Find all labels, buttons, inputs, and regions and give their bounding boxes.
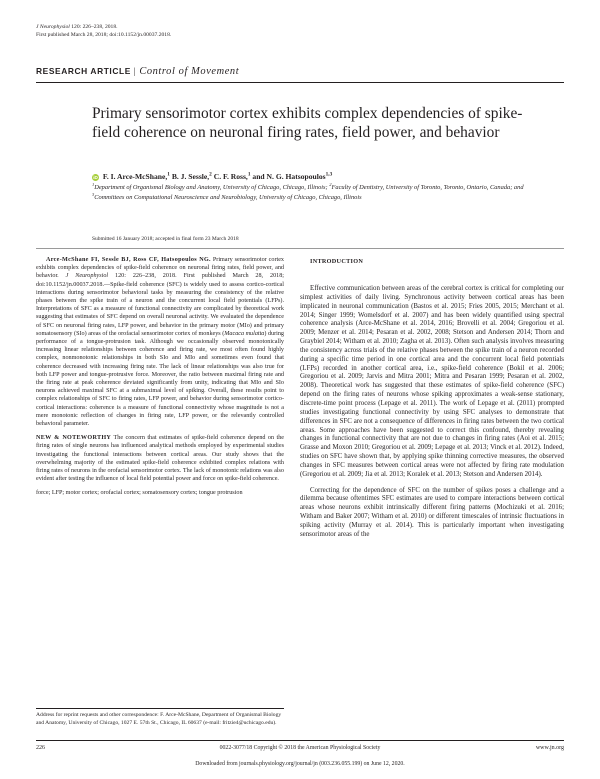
header-rule bbox=[36, 82, 564, 83]
author: B. J. Sessle,$^2$ bbox=[171, 171, 212, 181]
species-name: Macaca mulatta bbox=[224, 330, 265, 337]
new-noteworthy-heading: NEW & NOTEWORTHY bbox=[36, 435, 112, 442]
footer-rule bbox=[36, 740, 564, 741]
journal-abbrev: J Neurophysiol bbox=[65, 273, 109, 280]
journal-header bbox=[36, 24, 171, 39]
article-subject: Control of Movement bbox=[139, 66, 240, 77]
abstract: Arce-McShane FI, Sessle BJ, Ross CF, Hatsopoulos NG. Primary sensorimotor cortex exhibits complex dependencies of spike-field coherence on neuronal firing rates, field power, and behavior. J Neurophysiol 120: 226–238, 2018. First published March 28, 2018; doi:10.1152/jn.00037.2018.—Spike-field coherence (SFC) is widely used to assess cortico-cortical interactions during sensorimotor behavioral tasks by measuring the consistency of the relative phases between the spike train of a neuron and the concurrent local field potentials (LFPs). Interpretations of SFC as a measure of functional connectivity are complicated by theoretical work suggesting that estimates of SFC depend on overall neuronal activity. We evaluated the dependence of SFC on neuronal firing rates, LFP power, and behavior in the primary motor (MIo) and primary somatosensory (SIo) areas of the orofacial sensorimotor cortex of monkeys (Macaca mulatta) during performance of a tongue-protrusion task. Although we occasionally observed monotonically increasing linear relationships between coherence and firing rate, we most often found highly complex, nonmonotonic relationships in both SIo and MIo and sometimes even found that coherence decreased with increasing firing rate. The lack of linear relationships was also true for both LFP power and tongue-protrusive force. Moreover, the ratio between maximal firing rate and the firing rate at peak coherence deviated significantly from unity, indicating that MIo and SIo neurons achieved maximal SFC at a submaximal level of spiking. Overall, these results point to complex relationships of SFC to firing rates, LFP power, and behavior during sensorimotor cortico-cortical interactions: coherence is a measure of functional connectivity whose magnitude is not a mere monotonic reflection of changes in firing rate, LFP power, or the relevantly controlled behavioral parameter. bbox=[36, 257, 285, 428]
abstract-citation-authors: Arce-McShane FI, Sessle BJ, Ross CF, Hatsopoulos NG. bbox=[46, 257, 211, 263]
journal-name: J Neurophysiol bbox=[36, 24, 70, 30]
article-type: RESEARCH ARTICLE bbox=[36, 66, 131, 76]
page-number: 226 bbox=[36, 745, 45, 751]
footnote-rule bbox=[36, 708, 284, 709]
journal-citation-line bbox=[36, 24, 171, 32]
affiliation: Faculty of Dentistry, University of Toronto, Toronto, Ontario, Canada; and bbox=[331, 184, 524, 191]
paper-title: Primary sensorimotor cortex exhibits complex dependencies of spike-field coherence on neuronal firing rates, field power, and behavior bbox=[92, 105, 523, 141]
new-noteworthy: NEW & NOTEWORTHY The concern that estimates of spike-field coherence depend on the firing rates of single neurons has influenced analytical methods employed by experimental studies investigating the functional interactions between cortical areas. Our study shows that the overwhelming majority of the estimated spike-field coherence exhibited complex relations with firing rates of neurons in the orofacial sensorimotor cortex. The lack of monotonic relations was also evident after testing the influence of local field potential power and force on spike-field coherence. bbox=[36, 435, 284, 483]
orcid-icon[interactable]: iD bbox=[93, 174, 98, 180]
affiliation: Committees on Computational Neuroscience and Neurobiology, University of Chicago, Chicago, Illinois bbox=[94, 193, 362, 201]
section-label bbox=[36, 66, 239, 77]
download-notice: Downloaded from journals.physiology.org/journal/jn (003.236.055.199) on June 12, 2020. bbox=[195, 761, 405, 767]
introduction-heading: INTRODUCTION bbox=[310, 258, 364, 265]
keywords: force; LFP; motor cortex; orofacial cortex; somatosensory cortex; tongue protrusion bbox=[36, 490, 243, 497]
author: and N. G. Hatsopoulos$^{1,3}$ bbox=[252, 171, 333, 181]
affiliations: $^1$Department of Organismal Biology and Anatomy, University of Chicago, Chicago, Illinois; $^2$Faculty of Dentistry, University of Toronto, Toronto, Ontario, Canada; and $^3$Committees on Computational Neuroscience and Neurobiology, University of Chicago, Chicago, Illinois bbox=[92, 181, 524, 201]
correspondence-note: Address for reprint requests and other correspondence: F. Arce-McShane, Department of Organismal Biology and Anatomy, University of Chicago, 1027 E. 57th St., Chicago, IL 60637 (e-mail: fritzie4@uchicago.edu). bbox=[36, 712, 282, 726]
footer-copyright: 0022-3077/18 Copyright © 2018 the American Physiological Society bbox=[219, 745, 381, 751]
published-line: First published March 28, 2018; doi:10.1152/jn.00037.2018. bbox=[36, 31, 172, 38]
submission-dates: Submitted 16 January 2018; accepted in final form 23 March 2018 bbox=[92, 236, 239, 242]
section-rule bbox=[36, 248, 564, 249]
journal-website-link[interactable]: www.jn.org bbox=[535, 745, 564, 751]
paragraph: Effective communication between areas of the cerebral cortex is critical for completing our simplest activities of daily living. Synchronous activity between cortical areas has been implicated in neuronal communication (Bastos et al. 2015; Fries 2005, 2015; Merchant et al. 2014; Singer 1999; Womelsdorf et al. 2007) and has been widely quantified using spectral coherence analysis (Arce-McShane et al. 2014, 2016; Brovelli et al. 2004; Gregoriou et al. 2009; Menzer et al. 2014; Pesaran et al. 2002, 2008; Stetson and Andersen 2014; Thorn and Graybiel 2014; Witham et al. 2010; Zagha et al. 2013). Often such analysis involves measuring the consistency across trials of the relative phases between the spike train of a neuron recorded during a specific time period in one cortical area and the concurrent local field potentials (LFPs) recorded in another cortical area, i.e., spike-field coherence (Bokil et al. 2006; Gregoriou et al. 2009; Jarvis and Mitra 2001; Mitra and Pesaran 1999; Pesaran et al. 2002, 2008). Theoretical work has suggested that these estimates of spike-field coherence (SFC) depend on the firing rates of neurons whose spiking approximates a weak-sense stationary, discrete-time point process (Lepage et al. 2011). The work of Lepage et al. (2011) prompted studies investigating functional connectivity by using SFC analyses to demonstrate that differences in SFC are not a consequence of differences in firing rates between the two cortical areas. Some approaches have been suggested to correct this confound, thereby revealing changes in functional connectivity that are not due to changes in firing rates (Aoi et al. 2015; Grasse and Moxon 2010; Gregoriou et al. 2009; Lepage et al. 2013; Vinck et al. 2012). Indeed, studies on SFC have shown that, by applying spike thinning corrective measures, the observed changes in SFC measures between cortical areas were not affected by firing rate modulation (Gregoriou et al. 2009; Jia et al. 2013; Koralek et al. 2013; Stetson and Andersen 2014). bbox=[300, 285, 564, 478]
introduction-body bbox=[300, 285, 564, 540]
author: C. F. Ross,$^1$ bbox=[213, 171, 251, 181]
author: F. I. Arce-McShane,$^1$ bbox=[102, 171, 170, 181]
left-column bbox=[36, 256, 284, 498]
author-list bbox=[92, 172, 544, 181]
section-divider: | bbox=[133, 66, 137, 76]
affiliation: Department of Organismal Biology and Anatomy, University of Chicago, Chicago, Illinois; bbox=[94, 184, 328, 191]
paragraph: Correcting for the dependence of SFC on the number of spikes poses a challenge and a dilemma because oftentimes SFC estimates are used to compare interactions between cortical areas whose neurons exhibit intrinsically different firing patterns (Mochizuki et al. 2016; Witham and Baker 2007; Witham et al. 2010) or different timescales of intrinsic fluctuations in spiking activity (Murray et al. 2014). This is particularly important when investigating sensorimotor areas of the bbox=[300, 486, 564, 538]
journal-citation: 120: 226–238, 2018. bbox=[71, 24, 118, 30]
